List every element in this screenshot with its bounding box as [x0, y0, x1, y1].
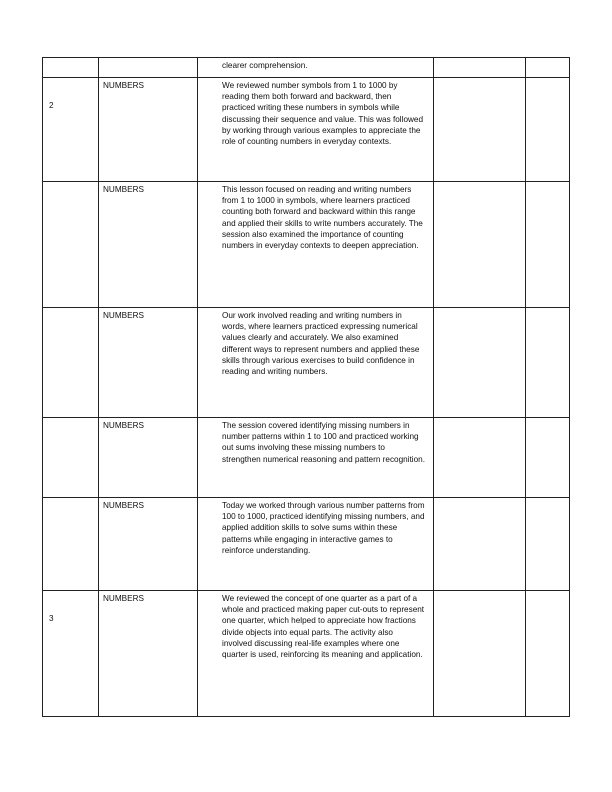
strand-cell: NUMBERS — [99, 182, 198, 308]
week-cell — [43, 418, 99, 498]
strand-cell: NUMBERS — [99, 78, 198, 182]
blank-cell — [526, 308, 570, 418]
strand-cell — [99, 58, 198, 78]
summary-cell: This lesson focused on reading and writing numbers from 1 to 1000 in symbols, where learners practiced counting both forward and backward within this range and applied their skills to write numbers accurately. The session also examined the importance of counting numbers in everyday contexts to deepen appreciation. — [198, 182, 434, 308]
week-cell — [43, 308, 99, 418]
blank-cell — [434, 498, 526, 591]
summary-cell: Our work involved reading and writing numbers in words, where learners practiced expressing numerical values clearly and accurately. We also examined different ways to represent numbers and applied these skills through various exercises to build confidence in reading and writing numbers. — [198, 308, 434, 418]
table-row — [43, 591, 570, 717]
blank-cell — [434, 418, 526, 498]
week-cell — [43, 58, 99, 78]
week-cell: 3 — [43, 591, 99, 717]
table-row — [43, 78, 570, 182]
strand-cell: NUMBERS — [99, 591, 198, 717]
blank-cell — [434, 58, 526, 78]
blank-cell — [526, 591, 570, 717]
week-cell — [43, 498, 99, 591]
table-row — [43, 498, 570, 591]
lesson-record-table — [42, 57, 570, 717]
blank-cell — [434, 182, 526, 308]
blank-cell — [434, 78, 526, 182]
blank-cell — [526, 498, 570, 591]
strand-cell: NUMBERS — [99, 308, 198, 418]
summary-cell: Today we worked through various number patterns from 100 to 1000, practiced identifying missing numbers, and applied addition skills to solve sums within these patterns while engaging in interactive games to reinforce understanding. — [198, 498, 434, 591]
blank-cell — [526, 182, 570, 308]
strand-cell: NUMBERS — [99, 498, 198, 591]
blank-cell — [434, 308, 526, 418]
summary-cell: clearer comprehension. — [198, 58, 434, 78]
summary-cell: The session covered identifying missing numbers in number patterns within 1 to 100 and practiced working out sums involving these missing numbers to strengthen numerical reasoning and pattern recognition. — [198, 418, 434, 498]
blank-cell — [526, 78, 570, 182]
blank-cell — [526, 418, 570, 498]
week-cell: 2 — [43, 78, 99, 182]
blank-cell — [434, 591, 526, 717]
blank-cell — [526, 58, 570, 78]
summary-cell: We reviewed number symbols from 1 to 1000 by reading them both forward and backward, then practiced writing these numbers in symbols while discussing their sequence and value. This was followed by working through various examples to appreciate the role of counting numbers in everyday contexts. — [198, 78, 434, 182]
week-cell — [43, 182, 99, 308]
table-row — [43, 58, 570, 78]
strand-cell: NUMBERS — [99, 418, 198, 498]
summary-cell: We reviewed the concept of one quarter as a part of a whole and practiced making paper cut-outs to represent one quarter, which helped to appreciate how fractions divide objects into equal parts. The activity also involved discussing real-life examples where one quarter is used, reinforcing its meaning and application. — [198, 591, 434, 717]
table-row — [43, 182, 570, 308]
table-row — [43, 308, 570, 418]
table-row — [43, 418, 570, 498]
